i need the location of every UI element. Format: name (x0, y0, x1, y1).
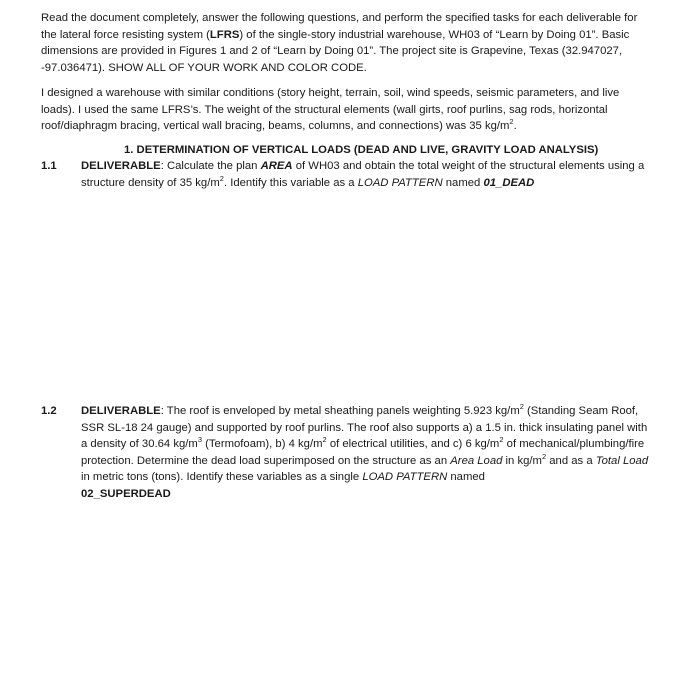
text-span: in kg/m (502, 454, 542, 467)
lfrs-abbreviation: LFRS (209, 28, 240, 41)
text-span: of electrical utilities, and c) 6 kg/m (326, 438, 500, 451)
intro-text-continued: ) of the single-story industrial warehouse, WH03 of “Learn by Doing 01”. Basic dimensions are provided in Figures 1 and 2 of “Learn by Doing 01”. The project site is Grapevine, Texas (32.947027, -97.036471). SHOW ALL OF YOUR WORK AND COLOR CODE. (41, 28, 630, 74)
section-heading: 1. DETERMINATION OF VERTICAL LOADS (DEAD AND LIVE, GRAVITY LOAD ANALYSIS) (124, 144, 599, 156)
design-paragraph (41, 85, 653, 135)
text-span: : The roof is enveloped by metal sheathing panels weighting 5.923 kg/m (160, 405, 520, 417)
deliverable-label: DELIVERABLE (81, 160, 161, 172)
intro-paragraph (41, 10, 653, 76)
deliverable-text (81, 158, 653, 191)
deliverable-text (81, 403, 653, 503)
text-span: of WH03 and obtain the total weight of the structural elements using a structure density of 35 kg/m (81, 160, 645, 189)
text-span: . Identify this variable as a (223, 176, 358, 189)
text-span: : Calculate the plan (160, 160, 261, 172)
superscript: 2 (499, 435, 504, 445)
superscript: 2 (322, 435, 327, 445)
design-text-end: . (513, 120, 517, 133)
load-pattern-name: 01_DEAD (483, 176, 535, 189)
superscript: 2 (519, 402, 524, 412)
superscript: 2 (541, 452, 547, 462)
text-span: of mechanical/plumbing/fire protection. Determine the dead load superimposed on the structure as an (81, 438, 645, 467)
deliverable-label: DELIVERABLE (81, 405, 161, 417)
area-load-term: Area Load (450, 454, 503, 467)
superscript: 2 (509, 117, 514, 127)
superscript: 2 (219, 173, 224, 183)
text-span: named (447, 471, 485, 484)
total-load-term: Total Load (595, 454, 649, 467)
load-pattern-term: LOAD PATTERN (357, 176, 443, 189)
load-pattern-name: 02_SUPERDEAD (81, 487, 171, 500)
deliverable-number: 1.2 (41, 405, 57, 417)
area-term: AREA (260, 160, 293, 172)
text-span: (Termofoam), b) 4 kg/m (201, 438, 323, 451)
text-span: named (442, 176, 484, 189)
text-span: (Standing Seam Roof, SSR SL-18 24 gauge) and supported by roof purlins. The roof also supports a) a 1.5 in. thick insulating panel with a density of 30.64 kg/m (81, 405, 648, 451)
text-span: in metric tons (tons). Identify these variables as a single (81, 471, 363, 484)
design-text: I designed a warehouse with similar conditions (story height, terrain, soil, wind speeds, seismic parameters, and live loads). I used the same LFRS’s. The weight of the structural elements (wall girts, roof purlins, sag rods, horizontal roof/diaphragm bracing, vertical wall bracing, beams, columns, and connections) was 35 kg/m (41, 87, 620, 133)
intro-text: Read the document completely, answer the following questions, and perform the specified tasks for each deliverable for the lateral force resisting system ( (41, 12, 638, 41)
deliverable-number: 1.1 (41, 160, 57, 172)
text-span: and as a (546, 454, 596, 467)
superscript: 3 (197, 435, 202, 445)
load-pattern-term: LOAD PATTERN (362, 471, 448, 484)
